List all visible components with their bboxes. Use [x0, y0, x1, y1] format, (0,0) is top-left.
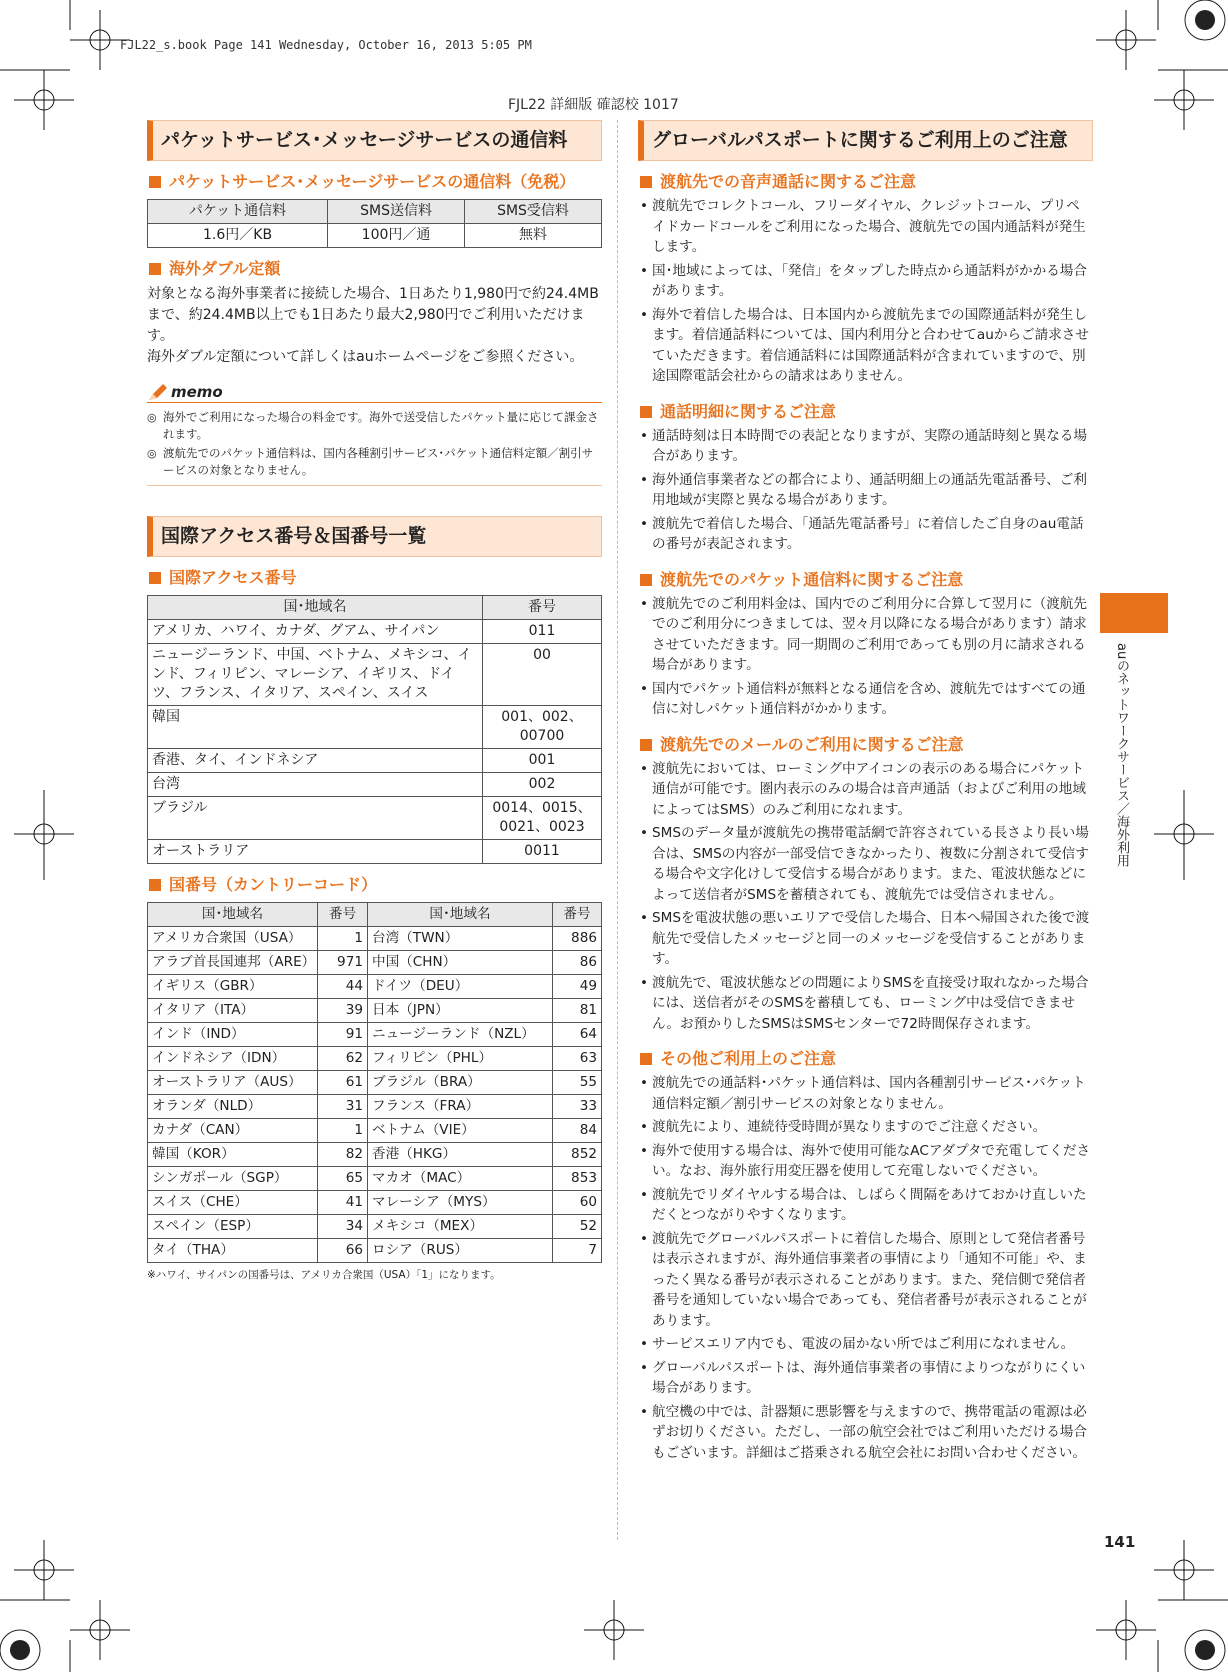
memo-label: memo — [171, 383, 223, 401]
table-cell: 1.6円／KB — [148, 224, 328, 248]
table-cell: 852 — [553, 1143, 602, 1167]
left-column — [147, 120, 602, 1282]
notice-heading: 渡航先でのパケット通信料に関するご注意 — [638, 569, 1093, 591]
table-cell: 韓国 — [148, 706, 483, 749]
table-cell: 中国（CHN） — [368, 951, 553, 975]
table-row — [148, 1191, 602, 1215]
crosshair-icon — [1096, 1600, 1156, 1660]
table-header: SMS受信料 — [465, 200, 602, 224]
chapter-tab — [1100, 593, 1168, 633]
table-cell: フランス（FRA） — [368, 1095, 553, 1119]
table-cell: アメリカ、ハワイ、カナダ、グアム、サイパン — [148, 620, 483, 644]
memo-item: ◎ 海外でご利用になった場合の料金です。海外で送受信したパケット量に応じて課金されます。 — [147, 409, 602, 443]
table-cell: ロシア（RUS） — [368, 1239, 553, 1263]
table-cell: メキシコ（MEX） — [368, 1215, 553, 1239]
notice-list — [638, 594, 1093, 720]
notice-item: • 渡航先でのご利用料金は、国内でのご利用分に合算して翌月に（渡航先でのご利用分につきましては、翌々月以降になる場合があります）請求させていただきます。同一期間のご利用であっても別の月に請求される場合があります。 — [638, 594, 1093, 676]
table-cell: ニュージーランド（NZL） — [368, 1023, 553, 1047]
notice-list — [638, 759, 1093, 1035]
table-cell: 韓国（KOR） — [148, 1143, 318, 1167]
table-row — [148, 1071, 602, 1095]
table-cell: オーストラリア — [148, 840, 483, 864]
table-header: パケット通信料 — [148, 200, 328, 224]
crosshair-icon — [1154, 70, 1214, 130]
table-cell: タイ（THA） — [148, 1239, 318, 1263]
table-row — [148, 1239, 602, 1263]
table-cell: ドイツ（DEU） — [368, 975, 553, 999]
table-cell: 33 — [553, 1095, 602, 1119]
table-cell: フィリピン（PHL） — [368, 1047, 553, 1071]
memo-list — [147, 409, 602, 479]
table-cell: 7 — [553, 1239, 602, 1263]
notice-heading: その他ご利用上のご注意 — [638, 1048, 1093, 1070]
table-cell: アラブ首長国連邦（ARE） — [148, 951, 318, 975]
table-cell: 84 — [553, 1119, 602, 1143]
column-divider — [617, 120, 618, 1540]
table-header: 番号 — [318, 903, 368, 927]
table-header: SMS送信料 — [328, 200, 465, 224]
table-cell: 82 — [318, 1143, 368, 1167]
table-cell: ベトナム（VIE） — [368, 1119, 553, 1143]
table-cell: ブラジル（BRA） — [368, 1071, 553, 1095]
double-flat-reference: 海外ダブル定額について詳しくはauホームページをご参照ください。 — [147, 349, 584, 365]
table-header: 番号 — [483, 596, 602, 620]
table-cell: 台湾（TWN） — [368, 927, 553, 951]
notice-item: • 渡航先で着信した場合、「通話先電話番号」に着信したご自身のau電話の番号が表記されます。 — [638, 514, 1093, 555]
color-wheel-icon — [1185, 0, 1225, 40]
crosshair-icon — [14, 1540, 74, 1600]
table-cell: 001 — [483, 749, 602, 773]
notice-item: • 海外で使用する場合は、海外で使用可能なACアダプタで充電してください。なお、海外旅行用変圧器を使用して充電しないでください。 — [638, 1141, 1093, 1182]
table-row — [148, 1023, 602, 1047]
table-row — [148, 999, 602, 1023]
table-cell: 65 — [318, 1167, 368, 1191]
table-row — [148, 975, 602, 999]
notice-heading: 通話明細に関するご注意 — [638, 401, 1093, 423]
table-header: 国･地域名 — [148, 596, 483, 620]
subheading-double-flat: 海外ダブル定額 — [147, 258, 602, 280]
access-code-table — [147, 595, 602, 864]
table-cell: 002 — [483, 773, 602, 797]
table-row — [148, 1167, 602, 1191]
table-cell: 0014、0015、0021、0023 — [483, 797, 602, 840]
notice-item: • 航空機の中では、計器類に悪影響を与えますので、携帯電話の電源は必ずお切りください。ただし、一部の航空会社ではご利用いただける場合もございます。詳細はご搭乗される航空会社にお問い合わせください。 — [638, 1402, 1093, 1464]
table-cell: 49 — [553, 975, 602, 999]
crosshair-icon — [1154, 1540, 1214, 1600]
print-slug: FJL22_s.book Page 141 Wednesday, October 16, 2013 5:05 PM — [120, 38, 532, 52]
table-cell: 44 — [318, 975, 368, 999]
table-cell: マレーシア（MYS） — [368, 1191, 553, 1215]
table-cell: カナダ（CAN） — [148, 1119, 318, 1143]
table-cell: 1 — [318, 927, 368, 951]
table-cell: 86 — [553, 951, 602, 975]
table-row — [148, 1095, 602, 1119]
notice-item: • サービスエリア内でも、電波の届かない所ではご利用になれません。 — [638, 1334, 1093, 1355]
table-cell: 39 — [318, 999, 368, 1023]
crosshair-icon — [70, 1600, 130, 1660]
notice-item: • SMSのデータ量が渡航先の携帯電話網で許容されている長さより長い場合は、SMSの内容が一部受信できなかったり、複数に分割されて受信する場合や文字化けして受信する場合があります。また、電波状態などによって送信者がSMSを蓄積されても、渡航先では受信されません。 — [638, 823, 1093, 905]
table-cell: 香港、タイ、インドネシア — [148, 749, 483, 773]
notice-list — [638, 1073, 1093, 1463]
table-cell: 91 — [318, 1023, 368, 1047]
table-row — [148, 1143, 602, 1167]
notice-item: • 国･地域によっては、「発信」をタップした時点から通話料がかかる場合があります。 — [638, 261, 1093, 302]
table-cell: 100円／通 — [328, 224, 465, 248]
table-cell: 60 — [553, 1191, 602, 1215]
subheading-country-codes: 国番号（カントリーコード） — [147, 874, 602, 896]
notice-item: • 通話時刻は日本時間での表記となりますが、実際の通話時刻と異なる場合があります。 — [638, 426, 1093, 467]
subheading-packet-fees-taxfree: パケットサービス･メッセージサービスの通信料（免税） — [147, 171, 602, 193]
table-cell: ニュージーランド、中国、ベトナム、メキシコ、インド、フィリピン、マレーシア、イギリス、ドイツ、フランス、イタリア、スペイン、スイス — [148, 644, 483, 706]
memo-divider — [147, 485, 602, 486]
notice-item: • 渡航先での通話料･パケット通信料は、国内各種割引サービス･パケット通信料定額／割引サービスの対象となりません。 — [638, 1073, 1093, 1114]
memo-box — [147, 382, 602, 403]
table-cell: 台湾 — [148, 773, 483, 797]
table-cell: 1 — [318, 1119, 368, 1143]
table-cell: 0011 — [483, 840, 602, 864]
table-cell: 香港（HKG） — [368, 1143, 553, 1167]
table-cell: 001、002、00700 — [483, 706, 602, 749]
crosshair-icon — [1154, 790, 1214, 880]
table-cell: 81 — [553, 999, 602, 1023]
double-flat-description: 対象となる海外事業者に接続した場合、1日あたり1,980円で約24.4MBまで、約24.4MB以上でも1日あたり最大2,980円でご利用いただけます。 — [147, 286, 599, 344]
notice-item: • 渡航先により、連続待受時間が異なりますのでご注意ください。 — [638, 1117, 1093, 1138]
notice-heading: 渡航先での音声通話に関するご注意 — [638, 171, 1093, 193]
notice-item: • 渡航先でグローバルパスポートに着信した場合、原則として発信者番号は表示されますが、海外通信事業者の事情により「通知不可能」や、まったく異なる番号が表示されることがあります。また、発信側で発信者番号を通知していない場合であっても、発信者番号が表示されることがあります。 — [638, 1229, 1093, 1332]
memo-item: ◎ 渡航先でのパケット通信料は、国内各種割引サービス･パケット通信料定額／割引サービスの対象となりません。 — [147, 445, 602, 479]
notice-item: • 渡航先でリダイヤルする場合は、しばらく間隔をあけておかけ直しいただくとつながりやすくなります。 — [638, 1185, 1093, 1226]
table-cell: 011 — [483, 620, 602, 644]
table-header: 番号 — [553, 903, 602, 927]
page-number: 141 — [1104, 1533, 1136, 1551]
table-header: 国･地域名 — [148, 903, 318, 927]
right-column — [638, 120, 1093, 1463]
notice-list — [638, 196, 1093, 387]
table-cell: オーストラリア（AUS） — [148, 1071, 318, 1095]
notice-item: • 渡航先においては、ローミング中アイコンの表示のある場合にパケット通信が可能です。圏内表示のみの場合は音声通話（およびご利用の地域によってはSMS）のみご利用になれます。 — [638, 759, 1093, 821]
table-cell: イギリス（GBR） — [148, 975, 318, 999]
crosshair-icon — [584, 1600, 644, 1660]
table-cell: アメリカ合衆国（USA） — [148, 927, 318, 951]
table-row — [148, 951, 602, 975]
table-cell: 無料 — [465, 224, 602, 248]
country-code-table — [147, 902, 602, 1263]
crosshair-icon — [14, 70, 74, 130]
table-cell: 61 — [318, 1071, 368, 1095]
doc-info: FJL22 詳細版 確認校 1017 — [508, 97, 679, 113]
notice-item: • 渡航先で、電波状態などの問題によりSMSを直接受け取れなかった場合には、送信者がそのSMSを蓄積しても、ローミング中は受信できません。お預かりしたSMSはSMSセンターで72時間保存されます。 — [638, 973, 1093, 1035]
notice-groups — [638, 171, 1093, 1463]
table-cell: インド（IND） — [148, 1023, 318, 1047]
table-row — [148, 927, 602, 951]
notice-list — [638, 426, 1093, 555]
notice-item: • SMSを電波状態の悪いエリアで受信した場合、日本へ帰国された後で渡航先で受信したメッセージと同一のメッセージを受信することがあります。 — [638, 908, 1093, 970]
table-cell: 日本（JPN） — [368, 999, 553, 1023]
table-row — [148, 1119, 602, 1143]
notice-item: • 海外で着信した場合は、日本国内から渡航先までの国際通話料が発生します。着信通話料については、国内利用分と合わせてauからご請求させていただきます。着信通話料には国際通話料が含まれていますので、別途国際電話会社からの請求はありません。 — [638, 305, 1093, 387]
chapter-tab-label: auのネットワークサービス／海外利用 — [1114, 643, 1129, 868]
table-cell: スペイン（ESP） — [148, 1215, 318, 1239]
table-cell: 00 — [483, 644, 602, 706]
table-cell: 62 — [318, 1047, 368, 1071]
table-header: 国･地域名 — [368, 903, 553, 927]
section-title-global-passport: グローバルパスポートに関するご利用上のご注意 — [638, 120, 1093, 161]
table-cell: 64 — [553, 1023, 602, 1047]
notice-heading: 渡航先でのメールのご利用に関するご注意 — [638, 734, 1093, 756]
packet-fee-table — [147, 199, 602, 248]
table-cell: シンガポール（SGP） — [148, 1167, 318, 1191]
notice-item: • 国内でパケット通信料が無料となる通信を含め、渡航先ではすべての通信に対しパケット通信料がかかります。 — [638, 679, 1093, 720]
table-cell: マカオ（MAC） — [368, 1167, 553, 1191]
table-cell: ブラジル — [148, 797, 483, 840]
table-cell: 41 — [318, 1191, 368, 1215]
table-cell: オランダ（NLD） — [148, 1095, 318, 1119]
color-wheel-icon — [1185, 1630, 1225, 1670]
notice-item: • 渡航先でコレクトコール、フリーダイヤル、クレジットコール、プリペイドカードコールをご利用になった場合、渡航先での国内通話料が発生します。 — [638, 196, 1093, 258]
crosshair-icon — [1096, 10, 1156, 70]
table-cell: 886 — [553, 927, 602, 951]
country-code-note: ※ハワイ、サイパンの国番号は、アメリカ合衆国（USA）「1」になります。 — [147, 1269, 501, 1281]
table-cell: イタリア（ITA） — [148, 999, 318, 1023]
table-cell: スイス（CHE） — [148, 1191, 318, 1215]
section-title-access-codes: 国際アクセス番号＆国番号一覧 — [147, 516, 602, 557]
table-cell: 853 — [553, 1167, 602, 1191]
table-cell: 52 — [553, 1215, 602, 1239]
table-row — [148, 1047, 602, 1071]
notice-item: • 海外通信事業者などの都合により、通話明細上の通話先電話番号、ご利用地域が実際と異なる場合があります。 — [638, 470, 1093, 511]
table-row — [148, 1215, 602, 1239]
color-wheel-icon — [0, 1630, 40, 1670]
section-title-packet-fees: パケットサービス･メッセージサービスの通信料 — [147, 120, 602, 161]
subheading-access-codes: 国際アクセス番号 — [147, 567, 602, 589]
table-cell: 34 — [318, 1215, 368, 1239]
crosshair-icon — [14, 790, 74, 880]
table-cell: インドネシア（IDN） — [148, 1047, 318, 1071]
table-cell: 31 — [318, 1095, 368, 1119]
table-cell: 63 — [553, 1047, 602, 1071]
table-cell: 66 — [318, 1239, 368, 1263]
notice-item: • グローバルパスポートは、海外通信事業者の事情によりつながりにくい場合があります。 — [638, 1358, 1093, 1399]
table-cell: 971 — [318, 951, 368, 975]
table-cell: 55 — [553, 1071, 602, 1095]
